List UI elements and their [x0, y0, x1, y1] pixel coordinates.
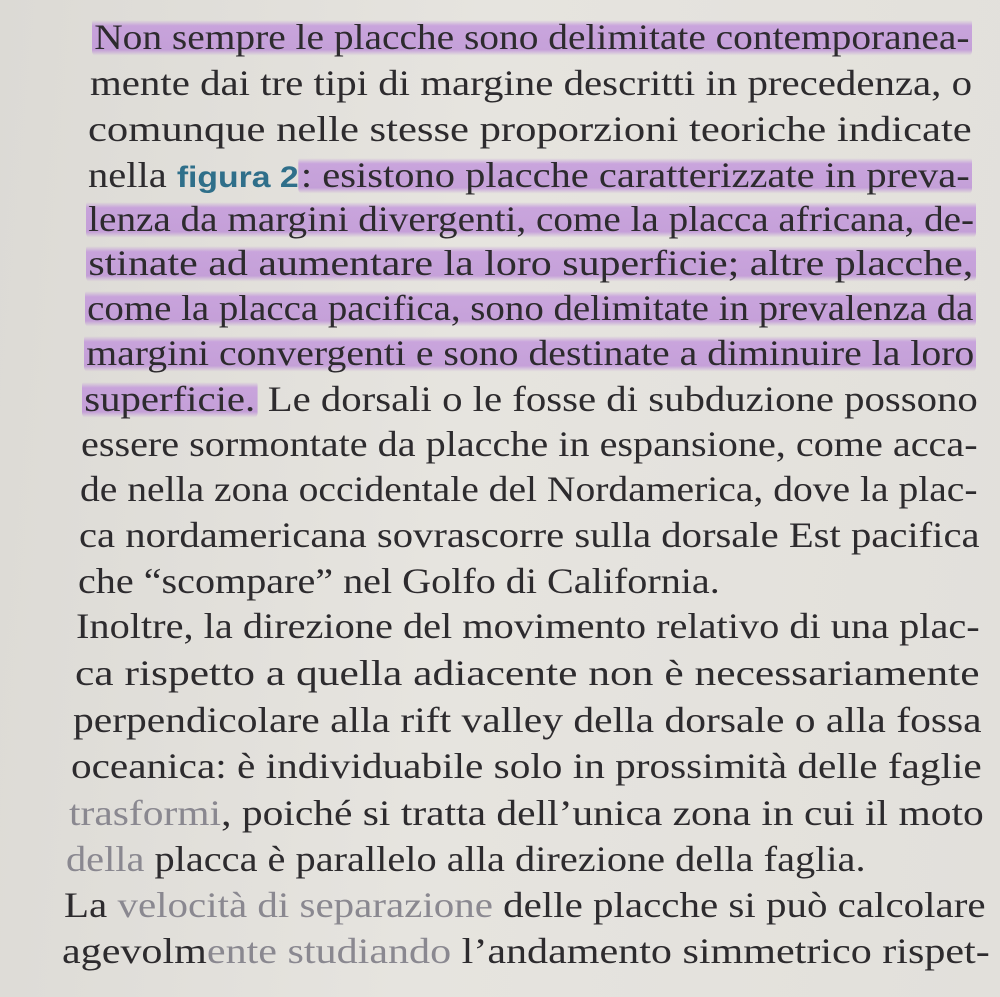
text-line-content [92, 14, 972, 60]
figure-reference: figura 2 [176, 161, 299, 194]
text-line [0, 836, 1000, 882]
text-segment: ca nordamericana sovrascorre sulla dorsale Est pacifica [79, 515, 980, 555]
text-line [0, 330, 1000, 376]
text-line-content [75, 650, 980, 696]
text-line-content [80, 466, 978, 512]
text-line [0, 790, 1000, 836]
text-segment: nella [88, 155, 177, 195]
text-line-content [82, 376, 978, 422]
text-line-content [64, 882, 986, 928]
text-segment: velocità di separazione [117, 885, 493, 925]
text-line-content [71, 743, 982, 789]
text-line [0, 421, 1000, 467]
text-segment: essere sormontate da placche in espansione, come acca- [81, 424, 978, 464]
text-segment: perpendicolare alla rift valley della dorsale o alla fossa [73, 700, 982, 740]
text-segment: trasformi [69, 793, 222, 833]
text-line-content [62, 928, 990, 974]
text-line [0, 466, 1000, 512]
text-segment: l’andamento simmetrico rispet- [451, 931, 990, 971]
text-segment: placca è parallelo alla direzione della faglia. [144, 839, 866, 879]
text-line [0, 376, 1000, 422]
text-segment: La [64, 885, 118, 925]
text-segment: Inoltre, la direzione del movimento relativo di una plac- [76, 606, 980, 646]
highlighted-text: : esistono placche caratterizzate in preva- [299, 155, 972, 195]
text-segment: Le dorsali o le fosse di subduzione possono [257, 379, 978, 419]
text-segment: de nella zona occidentale del Nordamerica, dove la plac- [80, 469, 978, 509]
text-segment: che “scompare” nel Golfo di California. [78, 561, 720, 601]
text-line-content [90, 60, 972, 106]
highlighted-text: Non sempre le placche sono delimitate contemporanea- [92, 17, 972, 57]
highlighted-text: lenza da margini divergenti, come la placca africana, de- [86, 199, 976, 239]
text-line-content [88, 106, 972, 152]
text-line [0, 196, 1000, 242]
text-line [0, 743, 1000, 789]
text-segment: ente studiando [206, 931, 452, 971]
text-segment: comunque nelle stesse proporzioni teoriche indicate [88, 109, 972, 149]
text-line [0, 152, 1000, 198]
text-line [0, 106, 1000, 152]
highlighted-text: margini convergenti e sono destinate a diminuire la loro [84, 333, 977, 373]
text-segment: ca rispetto a quella adiacente non è necessariamente [75, 653, 980, 693]
highlighted-text: come la placca pacifica, sono delimitate in prevalenza da [85, 288, 976, 328]
text-segment: agevolm [62, 931, 207, 971]
text-line [0, 285, 1000, 331]
highlighted-text: superficie. [82, 379, 258, 419]
text-line-content [66, 836, 866, 882]
text-segment: della [66, 839, 145, 879]
text-line-content [86, 240, 976, 286]
text-line [0, 603, 1000, 649]
text-line-content [85, 285, 976, 331]
text-line-content [73, 697, 982, 743]
text-line-content [69, 790, 984, 836]
text-line [0, 60, 1000, 106]
text-segment: delle placche si può calcolare [492, 885, 986, 925]
text-line [0, 558, 1000, 604]
text-line [0, 650, 1000, 696]
text-line-content [78, 558, 720, 604]
text-line-content [76, 603, 980, 649]
text-line [0, 928, 1000, 974]
text-line [0, 697, 1000, 743]
text-line [0, 14, 1000, 60]
text-line-content [81, 421, 978, 467]
text-line-content [86, 196, 976, 242]
text-segment: mente dai tre tipi di margine descritti in precedenza, o [90, 63, 973, 103]
text-line [0, 240, 1000, 286]
text-line-content [79, 512, 980, 558]
highlighted-text: stinate ad aumentare la loro superficie; altre placche, [86, 243, 976, 283]
text-line-content [88, 152, 972, 201]
text-segment: oceanica: è individuabile solo in prossimità delle faglie [71, 746, 982, 786]
text-line [0, 882, 1000, 928]
text-line-content [84, 330, 977, 376]
text-line [0, 512, 1000, 558]
text-segment: , poiché si tratta dell’unica zona in cui il moto [221, 793, 984, 833]
